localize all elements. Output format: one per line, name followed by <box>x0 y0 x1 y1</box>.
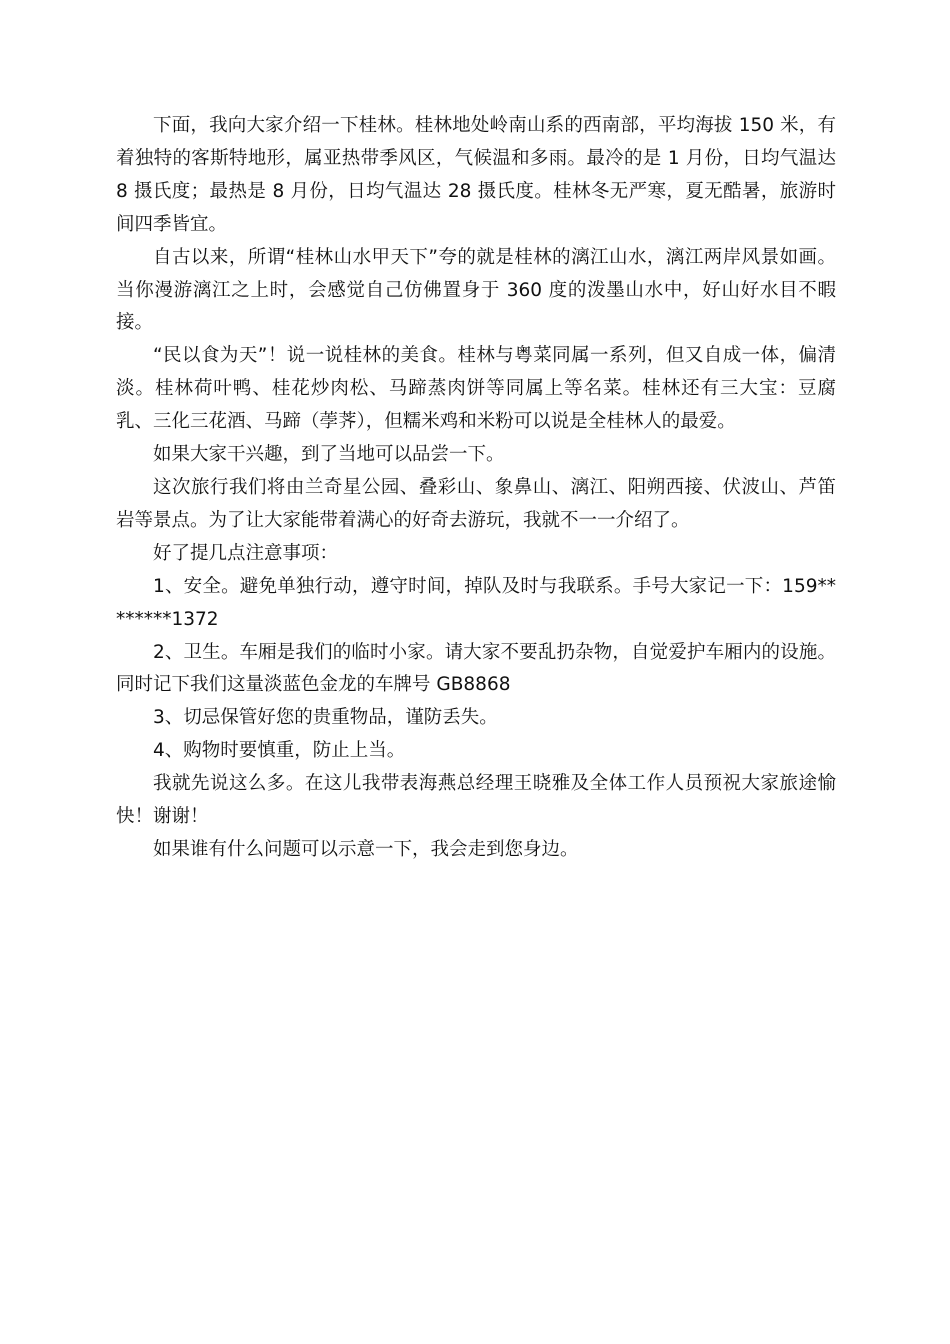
document-body <box>116 110 836 867</box>
paragraph-note-valuables: 3、切忌保管好您的贵重物品，谨防丢失。 <box>153 707 498 729</box>
paragraph-lijiang-scenery: 自古以来，所谓“桂林山水甲天下”夸的就是桂林的漓江山水，漓江两岸风景如画。当你漫游漓江之上时，会感觉自己仿佛置身于 360 度的泼墨山水中，好山好水目不暇接。 <box>116 246 836 334</box>
paragraph-itinerary: 这次旅行我们将由兰奇星公园、叠彩山、象鼻山、漓江、阳朔西接、伏波山、芦笛岩等景点。为了让大家能带着满心的好奇去游玩，我就不一一介绍了。 <box>116 476 836 531</box>
paragraph-tasting: 如果大家干兴趣，到了当地可以品尝一下。 <box>153 444 505 466</box>
paragraph-closing: 我就先说这么多。在这儿我带表海燕总经理王晓雅及全体工作人员预祝大家旅途愉快！谢谢！ <box>116 773 836 828</box>
paragraph-food: “民以食为天”！说一说桂林的美食。桂林与粤菜同属一系列，但又自成一体，偏清淡。桂林荷叶鸭、桂花炒肉松、马蹄蒸肉饼等同属上等名菜。桂林还有三大宝：豆腐乳、三化三花酒、马蹄（荸荠），但糯米鸡和米粉可以说是全桂林人的最爱。 <box>116 345 836 433</box>
paragraph-notes-heading: 好了提几点注意事项： <box>153 542 339 564</box>
paragraph-note-shopping: 4、购物时要慎重，防止上当。 <box>153 740 406 762</box>
paragraph-note-safety: 1、安全。避免单独行动，遵守时间，掉队及时与我联系。手号大家记一下：159********1372 <box>116 575 836 630</box>
paragraph-questions: 如果谁有什么问题可以示意一下，我会走到您身边。 <box>153 838 579 860</box>
paragraph-guilin-intro: 下面，我向大家介绍一下桂林。桂林地处岭南山系的西南部，平均海拔 150 米，有着独特的客斯特地形，属亚热带季风区，气候温和多雨。最冷的是 1 月份，日均气温达 8 摄氏度；最热是 8 月份，日均气温达 28 摄氏度。桂林冬无严寒，夏无酷暑，旅游时间四季皆宜。 <box>116 115 836 235</box>
paragraph-note-hygiene: 2、卫生。车厢是我们的临时小家。请大家不要乱扔杂物，自觉爱护车厢内的设施。同时记下我们这量淡蓝色金龙的车牌号 GB8868 <box>116 641 836 696</box>
